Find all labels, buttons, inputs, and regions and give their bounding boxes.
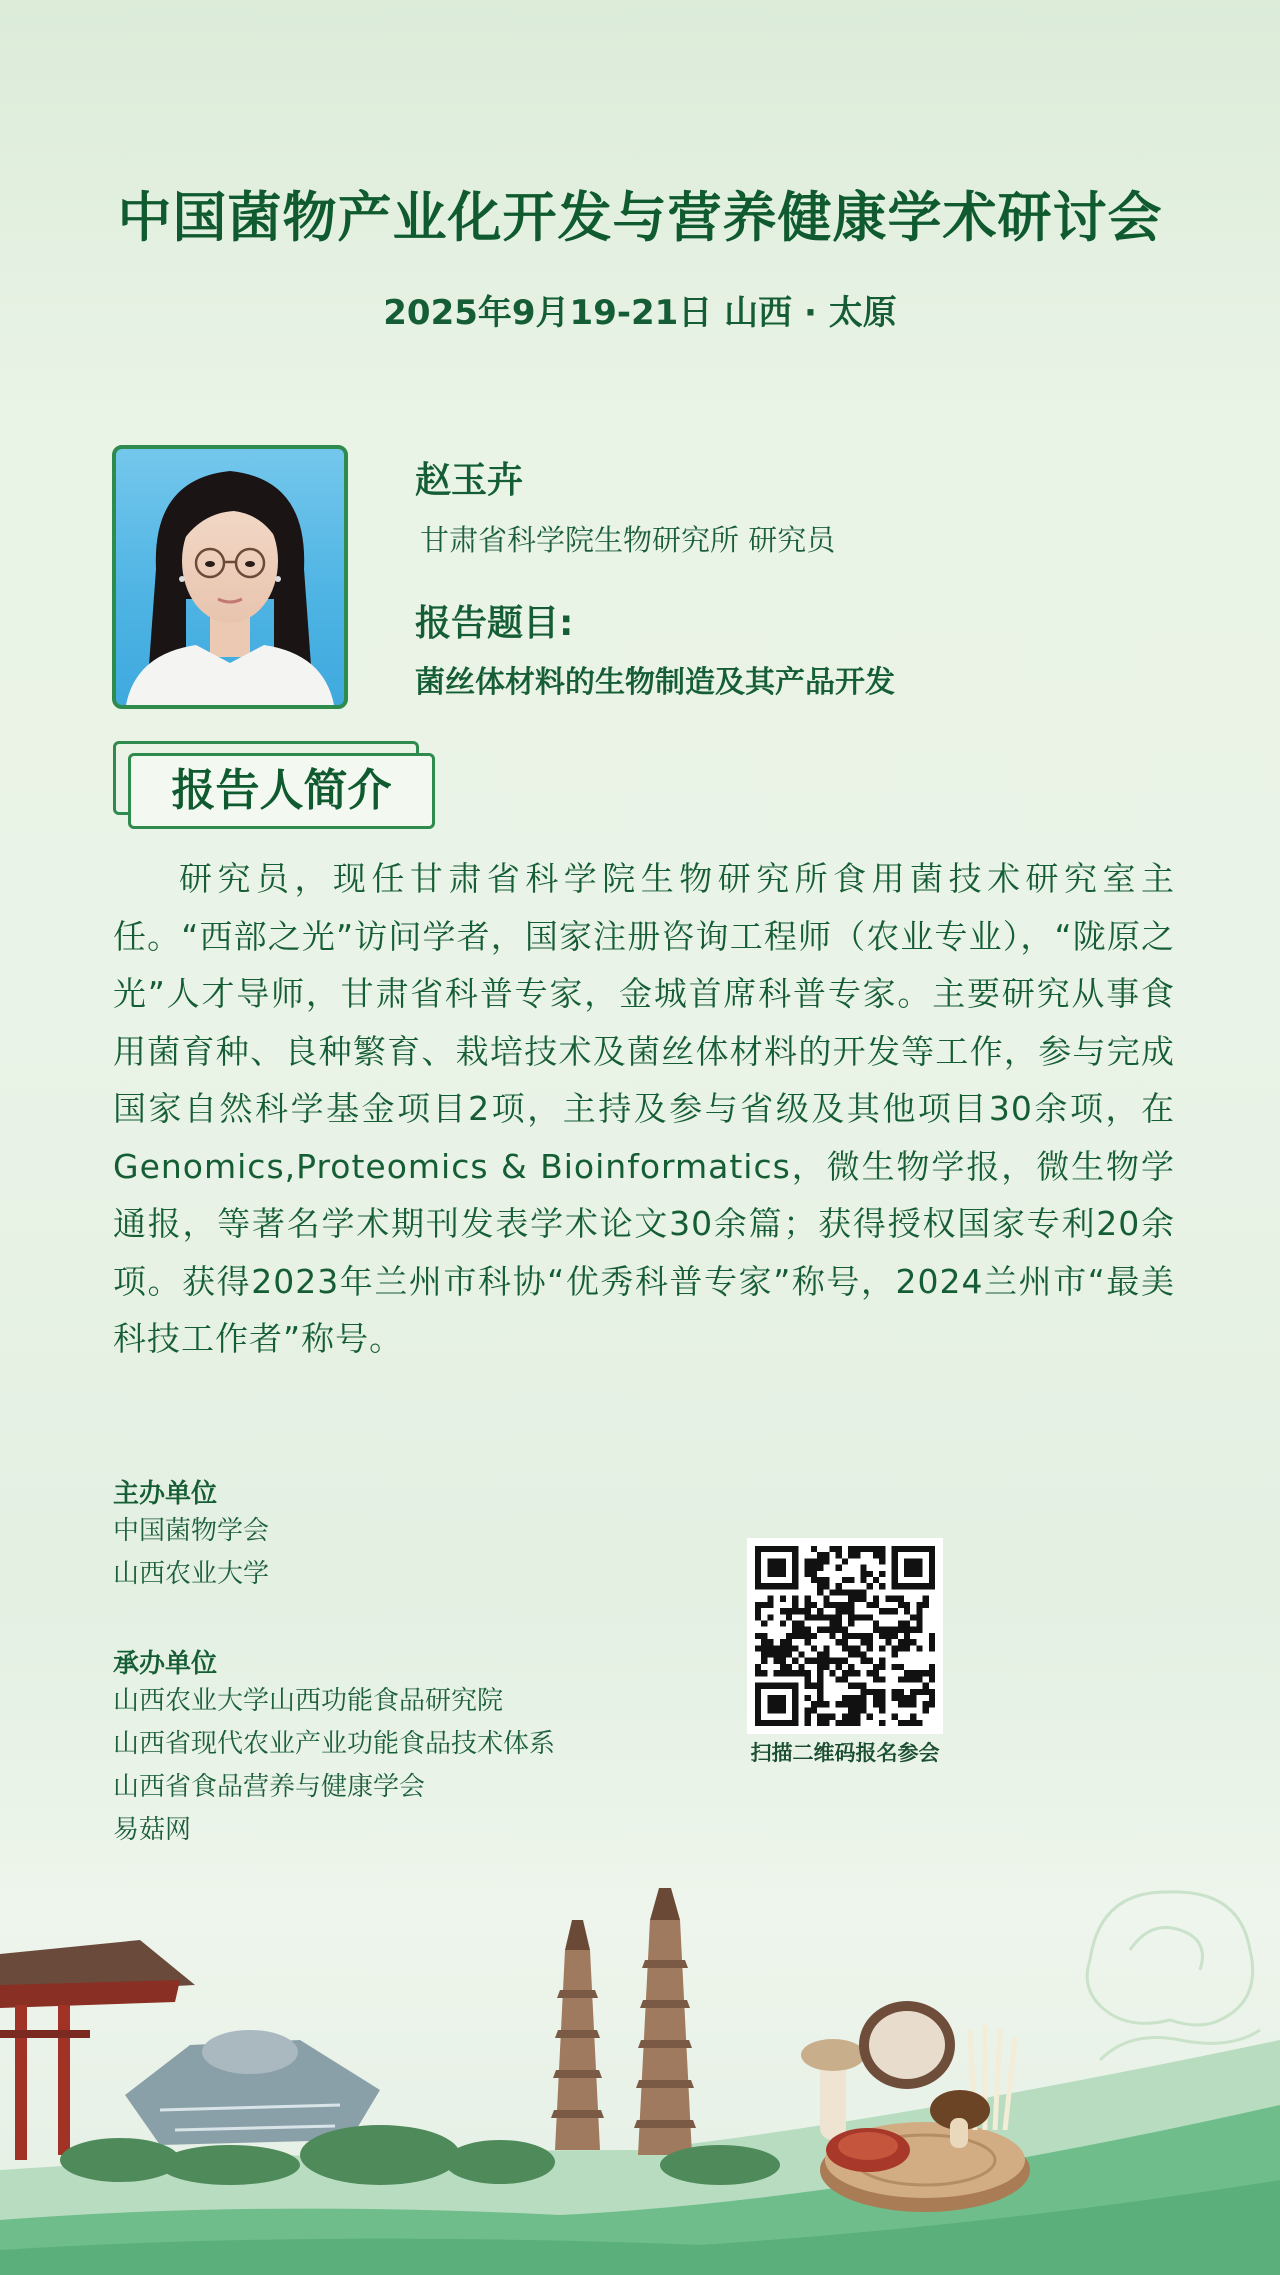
list-item: 山西省食品营养与健康学会 (113, 1772, 426, 1802)
speaker-biography: 研究员，现任甘肃省科学院生物研究所食用菌技术研究室主任。“西部之光”访问学者，国家注册咨询工程师（农业专业），“陇原之光”人才导师，甘肃省科普专家，金城首席科普专家。主要研究从事食用菌育种、良种繁育、栽培技术及菌丝体材料的开发等工作，参与完成国家自然科学基金项目2项，主持及参与省级及其他项目30余项，在Genomics,Proteomics & Bioinformatics，微生物学报，微生物学通报，等著名学术期刊发表学术论文30余篇；获得授权国家专利20余项。获得2023年兰州市科协“优秀科普专家”称号，2024兰州市“最美科技工作者”称号。 (113, 859, 1175, 1358)
list-item: 中国菌物学会 (113, 1516, 270, 1546)
pagoda-icon (634, 1888, 696, 2155)
co-organizer-list (113, 1680, 555, 1852)
list-item: 山西农业大学山西功能食品研究院 (113, 1686, 504, 1716)
section-heading: 报告人简介 (171, 765, 392, 816)
museum-icon (125, 2030, 380, 2145)
host-title: 主办单位 (113, 1479, 218, 1509)
host-list (113, 1510, 269, 1596)
mushroom-outline-icon (1087, 1892, 1260, 2060)
co-organizer-title: 承办单位 (113, 1649, 218, 1679)
speaker-organization: 甘肃省科学院生物研究所 研究员 (420, 523, 836, 557)
list-item: 易菇网 (113, 1815, 192, 1845)
event-date-location: 2025年9月19-21日 山西 · 太原 (383, 293, 897, 333)
list-item: 山西农业大学 (113, 1559, 270, 1589)
page-title: 中国菌物产业化开发与营养健康学术研讨会 (117, 186, 1163, 249)
speaker-name: 赵玉卉 (415, 460, 524, 501)
list-item: 山西省现代农业产业功能食品技术体系 (113, 1729, 556, 1759)
qr-caption: 扫描二维码报名参会 (750, 1741, 940, 1765)
speaker-portrait-icon (116, 449, 344, 705)
qr-code-icon (755, 1546, 935, 1726)
speaker-photo (112, 445, 348, 709)
registration-qr-code[interactable] (747, 1538, 943, 1734)
bottom-scenery (0, 1880, 1280, 2275)
topic-label: 报告题目: (415, 603, 574, 644)
mushroom-platter-icon (801, 2001, 1030, 2212)
report-topic: 菌丝体材料的生物制造及其产品开发 (415, 665, 895, 700)
pagoda-icon (551, 1920, 604, 2150)
